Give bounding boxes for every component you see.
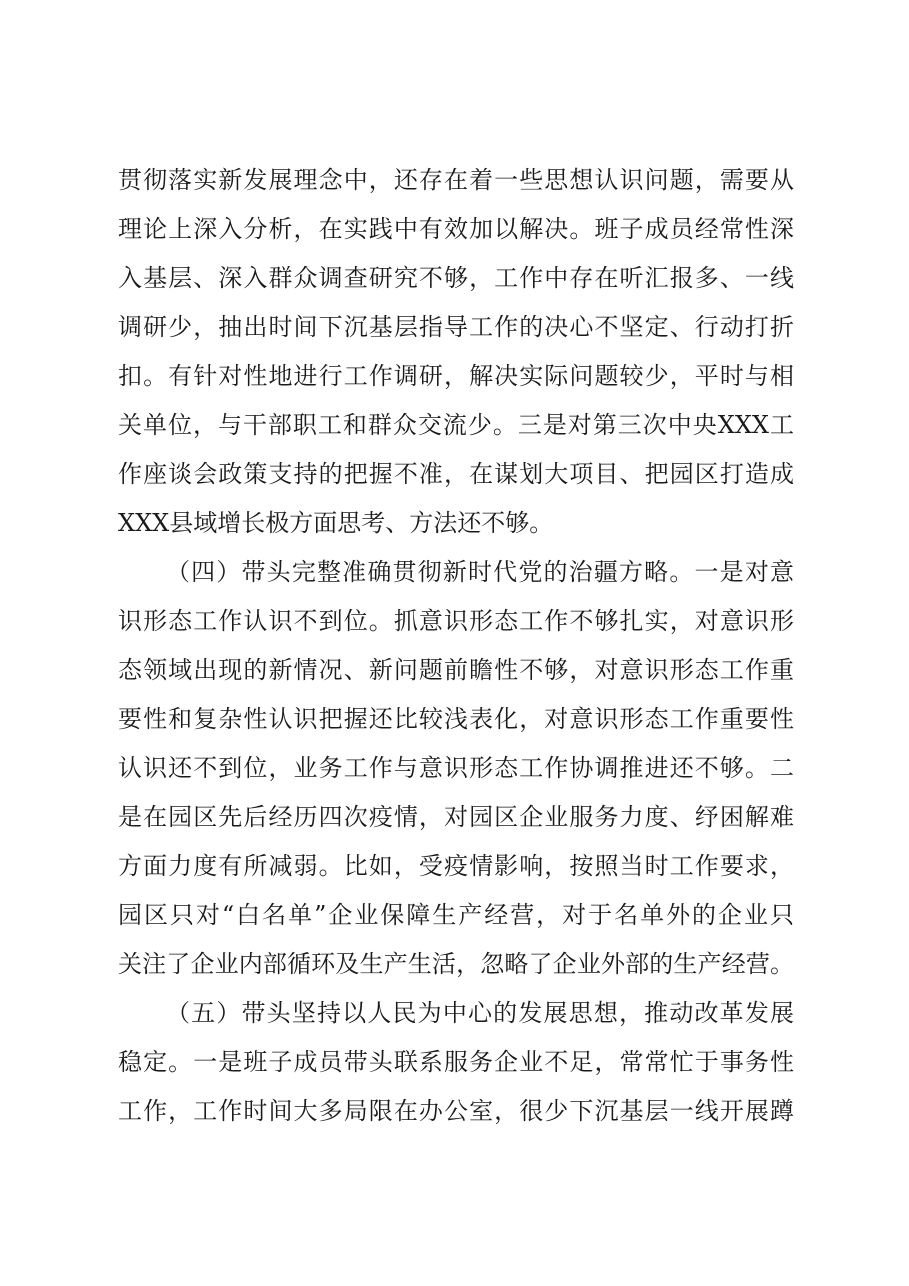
text-line: 入基层、深入群众调查研究不够，工作中存在听汇报多、一线 bbox=[118, 264, 794, 292]
text-line: 要性和复杂性认识把握还比较浅表化，对意识形态工作重要性 bbox=[118, 705, 794, 733]
text-line: XXX县域增长极方面思考、方法还不够。 bbox=[118, 509, 554, 537]
text-line: 识形态工作认识不到位。抓意识形态工作不够扎实，对意识形 bbox=[118, 607, 794, 635]
text-line: 扣。有针对性地进行工作调研，解决实际问题较少，平时与相 bbox=[118, 362, 794, 390]
text-line: 是在园区先后经历四次疫情，对园区企业服务力度、纾困解难 bbox=[118, 803, 794, 831]
text-line: 工作，工作时间大多局限在办公室，很少下沉基层一线开展蹲 bbox=[118, 1097, 794, 1125]
text-line: 稳定。一是班子成员带头联系服务企业不足，常常忙于事务性 bbox=[118, 1048, 794, 1076]
text-line: 态领域出现的新情况、新问题前瞻性不够，对意识形态工作重 bbox=[118, 656, 794, 684]
text-line: 作座谈会政策支持的把握不准，在谋划大项目、把园区打造成 bbox=[118, 460, 794, 488]
section-heading-line: （五）带头坚持以人民为中心的发展思想，推动改革发展 bbox=[166, 999, 794, 1027]
text-line: 理论上深入分析，在实践中有效加以解决。班子成员经常性深 bbox=[118, 215, 794, 243]
text-line: 关单位，与干部职工和群众交流少。三是对第三次中央XXX工 bbox=[118, 411, 794, 439]
text-line: 关注了企业内部循环及生产生活，忽略了企业外部的生产经营。 bbox=[118, 950, 794, 978]
text-line: 方面力度有所减弱。比如，受疫情影响，按照当时工作要求， bbox=[118, 852, 794, 880]
section-heading-line: （四）带头完整准确贯彻新时代党的治疆方略。一是对意 bbox=[166, 558, 794, 586]
text-line: 调研少，抽出时间下沉基层指导工作的决心不坚定、行动打折 bbox=[118, 313, 794, 341]
text-line: 贯彻落实新发展理念中，还存在着一些思想认识问题，需要从 bbox=[118, 166, 794, 194]
text-line: 园区只对“白名单”企业保障生产经营，对于名单外的企业只 bbox=[118, 901, 794, 929]
text-line: 认识还不到位，业务工作与意识形态工作协调推进还不够。二 bbox=[118, 754, 794, 782]
